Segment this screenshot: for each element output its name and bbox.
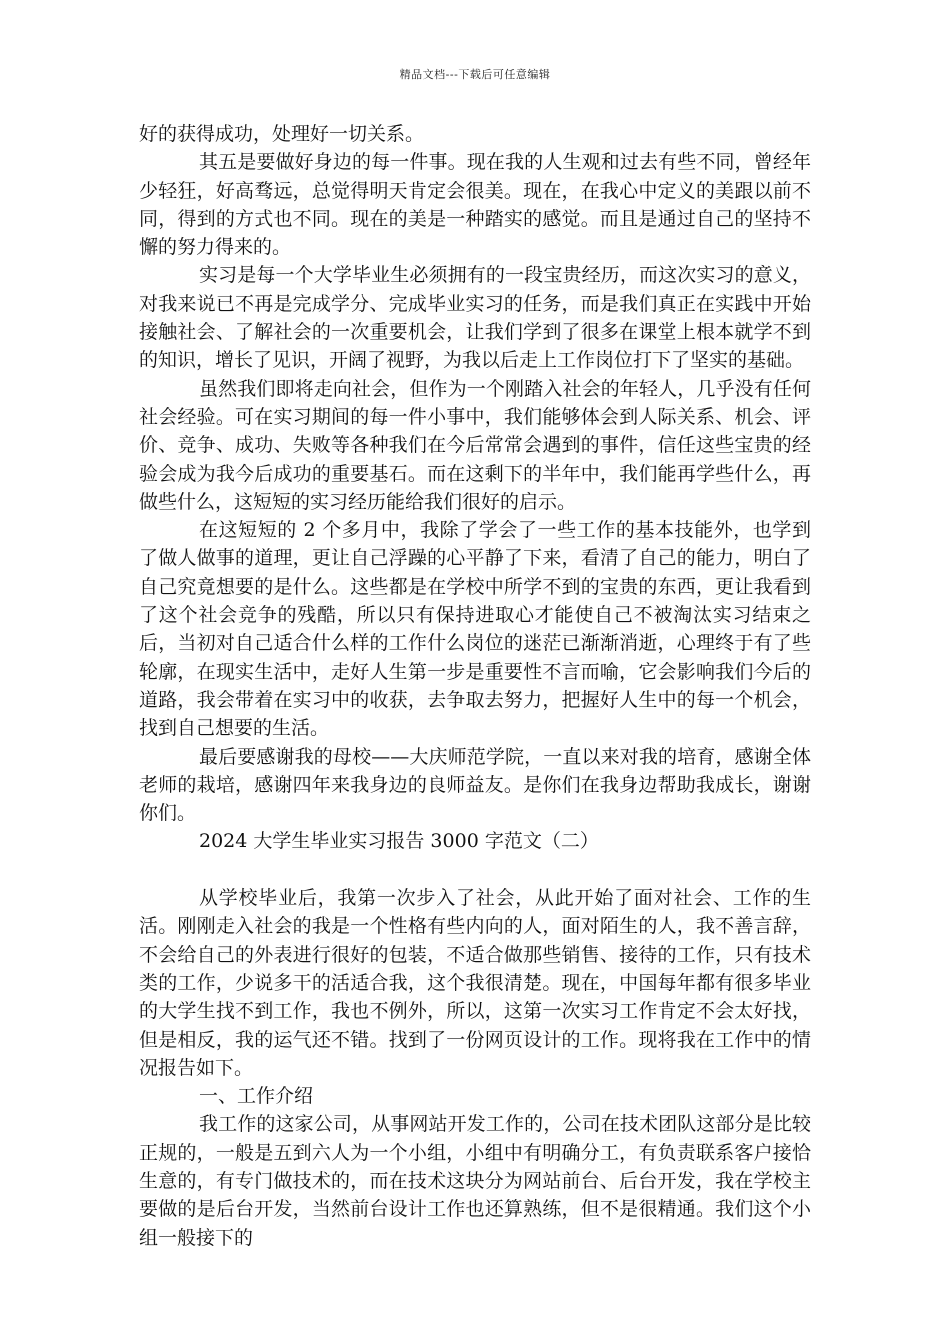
section-title: 2024 大学生毕业实习报告 3000 字范文（二） [199,830,599,853]
paragraph-two-months: 在这短短的 2 个多月中，我除了学会了一些工作的基本技能外，也学到了做人做事的道理，更让自己浮躁的心平静了下来，看清了自己的能力，明白了自己究竟想要的是什么。这些都是在学校中所学不到的宝贵的东西，更让我看到了这个社会竞争的残酷，所以只有保持进取心才能使自己不被淘汰实习结束之后，当初对自己适合什么样的工作什么岗位的迷茫已渐渐消逝，心理终于有了些轮廓，在现实生活中，走好人生第一步是重要性不言而喻，它会影响我们今后的道路，我会带着在实习中的收获，去争取去努力，把握好人生中的每一个机会，找到自己想要的生活。 [139,519,811,740]
paragraph-company: 我工作的这家公司，从事网站开发工作的，公司在技术团队这部分是比较正规的，一般是五到六人为一个小组，小组中有明确分工，有负责联系客户接恰生意的，有专门做技术的，而在技术这块分为网站前台、后台开发，我在学校主要做的是后台开发，当然前台设计工作也还算熟练，但不是很精通。我们这个小组一般接下的 [139,1113,811,1249]
paragraph-fifth-point: 其五是要做好身边的每一件事。现在我的人生观和过去有些不同，曾经年少轻狂，好高骛远，总觉得明天肯定会很美。现在，在我心中定义的美跟以前不同，得到的方式也不同。现在的美是一种踏实的感觉。而且是通过自己的坚持不懈的努力得来的。 [139,151,811,259]
paragraph-thanks: 最后要感谢我的母校——大庆师范学院，一直以来对我的培育，感谢全体老师的栽培，感谢四年来我身边的良师益友。是你们在我身边帮助我成长，谢谢你们。 [139,745,811,825]
blank-line [139,856,811,884]
paragraph-continuation: 好的获得成功，处理好一切关系。 [139,123,425,145]
paragraph-social-experience: 虽然我们即将走向社会，但作为一个刚踏入社会的年轻人，几乎没有任何社会经验。可在实习期间的每一件小事中，我们能够体会到人际关系、机会、评价、竞争、成功、失败等各种我们在今后常常会遇到的事件，信任这些宝贵的经验会成为我今后成功的重要基石。而在这剩下的半年中，我们能再学些什么，再做些什么，这短短的实习经历能给我们很好的启示。 [139,377,811,513]
document-body [139,120,811,1252]
subheading-work-intro: 一、工作介绍 [199,1085,314,1108]
paragraph-after-graduation: 从学校毕业后，我第一次步入了社会，从此开始了面对社会、工作的生活。刚刚走入社会的我是一个性格有些内向的人，面对陌生的人，我不善言辞，不会给自己的外表进行很好的包装，不适合做那些销售、接待的工作，只有技术类的工作，少说多干的活适合我，这个我很清楚。现在，中国每年都有很多毕业的大学生找不到工作，我也不例外，所以，这第一次实习工作肯定不会太好找，但是相反，我的运气还不错。找到了一份网页设计的工作。现将我在工作中的情况报告如下。 [139,887,811,1079]
page-header: 精品文档---下载后可任意编辑 [399,68,551,81]
paragraph-internship-meaning: 实习是每一个大学毕业生必须拥有的一段宝贵经历，而这次实习的意义，对我来说已不再是完成学分、完成毕业实习的任务，而是我们真正在实践中开始接触社会、了解社会的一次重要机会，让我们学到了很多在课堂上根本就学不到的知识，增长了见识，开阔了视野，为我以后走上工作岗位打下了坚实的基础。 [139,264,811,372]
